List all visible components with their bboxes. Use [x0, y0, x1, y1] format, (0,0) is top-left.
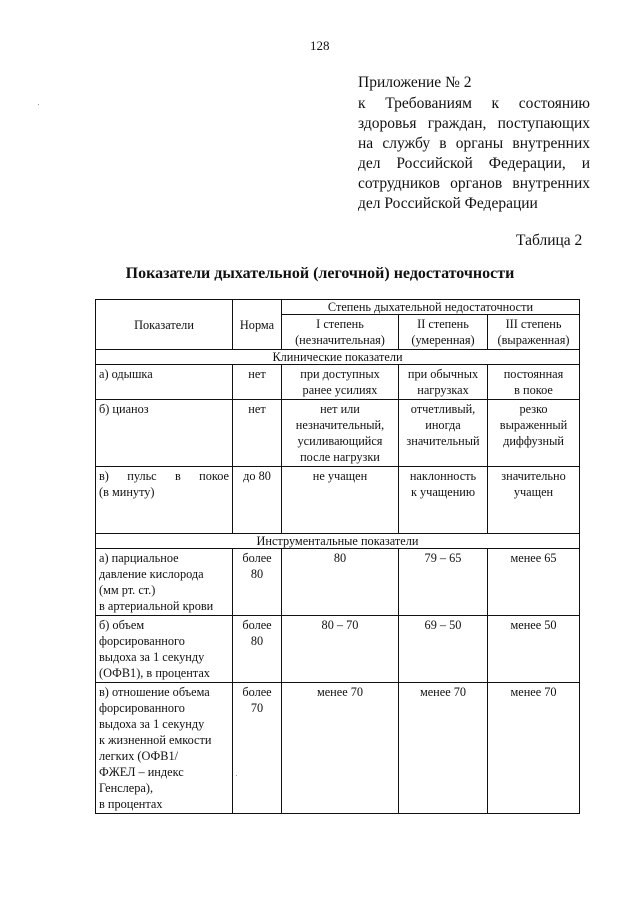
- indicator-line: к жизненной емкости: [99, 733, 212, 747]
- degree-cell-line: не учащен: [312, 469, 368, 483]
- degree-cell-line: 79 – 65: [424, 551, 462, 565]
- degree-2-cell: [399, 549, 488, 616]
- section-title: Клинические показатели: [96, 350, 580, 365]
- indicator-line: (мм рт. ст.): [99, 583, 156, 597]
- indicator-cell: [96, 616, 233, 683]
- section-row: [96, 350, 580, 365]
- degree-1-cell: [282, 683, 399, 814]
- degree-cell-line: менее 70: [510, 685, 557, 699]
- degree-cell-line: нагрузках: [417, 383, 469, 397]
- degree-3-cell: [488, 365, 580, 400]
- indicator-line: в артериальной крови: [99, 599, 214, 613]
- degree-3-cell: [488, 549, 580, 616]
- degree-3-cell: [488, 400, 580, 467]
- header-indicator: Показатели: [96, 300, 233, 350]
- degree-cell-line: значительно: [501, 469, 566, 483]
- degree-3-cell: [488, 467, 580, 534]
- header-degree-group: Степень дыхательной недостаточности: [282, 300, 580, 315]
- indicator-line: (в минуту): [99, 485, 155, 499]
- degree-cell-line: после нагрузки: [300, 450, 380, 464]
- section-title: Инструментальные показатели: [96, 534, 580, 549]
- table-label: Таблица 2: [516, 232, 583, 249]
- header-degree-3: [488, 315, 580, 350]
- degree-cell-line: значительный: [406, 434, 480, 448]
- indicator-line: б) объем: [99, 618, 145, 632]
- indicator-line: (ОФВ1), в процентах: [99, 666, 210, 680]
- indicator-line: легких (ОФВ1/: [99, 749, 179, 763]
- degree-3-desc: (выраженная): [497, 333, 570, 347]
- degree-cell-line: резко: [519, 402, 548, 416]
- norm-cell: более 80: [233, 549, 282, 616]
- degree-cell-line: менее 70: [419, 685, 467, 699]
- indicator-line: ФЖЕЛ – индекс: [99, 765, 184, 779]
- table-body: [96, 350, 580, 814]
- degree-1-cell: [282, 365, 399, 400]
- degree-cell-line: при обычных: [407, 367, 479, 381]
- indicator-line: Генслера),: [99, 781, 154, 795]
- degree-cell-line: менее 70: [316, 685, 364, 699]
- appendix-title: Приложение № 2: [358, 74, 472, 91]
- degree-2-name: II степень: [417, 317, 469, 331]
- indicator-line: а) одышка: [99, 367, 153, 381]
- scan-speck: [236, 775, 237, 776]
- degree-cell-line: ранее усилиях: [302, 383, 378, 397]
- indicator-line: в) отношение объема: [99, 685, 210, 699]
- degree-3-cell: [488, 616, 580, 683]
- header-norm: Норма: [233, 300, 282, 350]
- degree-cell-line: усиливающийся: [297, 434, 383, 448]
- degree-cell-line: выраженный: [499, 418, 568, 432]
- norm-cell: более 80: [233, 616, 282, 683]
- respiratory-table: [95, 299, 580, 814]
- table-row: [96, 616, 580, 683]
- degree-1-cell: [282, 616, 399, 683]
- header-degree-2: [399, 315, 488, 350]
- degree-cell-line: к учащению: [410, 485, 476, 499]
- norm-cell: до 80: [233, 467, 282, 534]
- degree-cell-line: незначительный,: [295, 418, 385, 432]
- degree-cell-line: диффузный: [503, 434, 564, 448]
- appendix-block: [358, 73, 590, 214]
- section-row: [96, 534, 580, 549]
- indicator-cell: [96, 365, 233, 400]
- indicator-line: в процентах: [99, 797, 163, 811]
- degree-2-cell: [399, 683, 488, 814]
- degree-cell-line: наклонность: [409, 469, 477, 483]
- page-number: 128: [310, 38, 330, 53]
- table-row: [96, 549, 580, 616]
- document-title: Показатели дыхательной (легочной) недостаточности: [125, 265, 515, 282]
- appendix-line: к Требованиям к состоянию: [358, 95, 590, 112]
- degree-cell-line: нет или: [320, 402, 360, 416]
- indicator-line: давление кислорода: [99, 567, 204, 581]
- degree-cell-line: иногда: [425, 418, 461, 432]
- norm-cell: более 70: [233, 683, 282, 814]
- indicator-line: форсированного: [99, 701, 185, 715]
- indicator-cell: [96, 683, 233, 814]
- degree-3-cell: [488, 683, 580, 814]
- degree-2-cell: [399, 616, 488, 683]
- indicator-line: выдоха за 1 секунду: [99, 650, 205, 664]
- degree-cell-line: при доступных: [300, 367, 380, 381]
- table-row: [96, 365, 580, 400]
- appendix-line: сотрудников органов внутренних: [358, 175, 590, 192]
- indicator-line: а) парциальное: [99, 551, 179, 565]
- degree-cell-line: 69 – 50: [424, 618, 462, 632]
- degree-2-cell: [399, 467, 488, 534]
- degree-cell-line: 80 – 70: [321, 618, 359, 632]
- norm-cell: нет: [233, 400, 282, 467]
- degree-2-cell: [399, 400, 488, 467]
- indicator-line: в) пульс в покое: [99, 469, 229, 483]
- indicator-line: б) цианоз: [99, 402, 149, 416]
- degree-2-cell: [399, 365, 488, 400]
- degree-1-desc: (незначительная): [295, 333, 385, 347]
- norm-cell: нет: [233, 365, 282, 400]
- degree-cell-line: менее 50: [510, 618, 557, 632]
- appendix-line: на службу в органы внутренних: [358, 135, 590, 152]
- indicator-cell: [96, 549, 233, 616]
- appendix-line: здоровья граждан, поступающих: [358, 115, 590, 132]
- degree-cell-line: постоянная: [503, 367, 564, 381]
- degree-cell-line: в покое: [514, 383, 553, 397]
- degree-3-name: III степень: [505, 317, 562, 331]
- scan-speck: [38, 104, 39, 105]
- degree-1-cell: [282, 549, 399, 616]
- degree-1-cell: [282, 400, 399, 467]
- header-degree-1: [282, 315, 399, 350]
- degree-cell-line: менее 65: [510, 551, 557, 565]
- degree-cell-line: 80: [333, 551, 347, 565]
- indicator-line: форсированного: [99, 634, 185, 648]
- appendix-line: дел Российской Федерации, и: [358, 155, 590, 172]
- degree-1-name: I степень: [316, 317, 364, 331]
- degree-1-cell: [282, 467, 399, 534]
- table-row: [96, 400, 580, 467]
- degree-cell-line: учащен: [513, 485, 554, 499]
- appendix-line: дел Российской Федерации: [358, 195, 538, 212]
- table-row: [96, 467, 580, 534]
- indicator-line: выдоха за 1 секунду: [99, 717, 205, 731]
- table-row: [96, 683, 580, 814]
- degree-2-desc: (умеренная): [411, 333, 475, 347]
- indicator-cell: [96, 400, 233, 467]
- indicator-cell: [96, 467, 233, 534]
- degree-cell-line: отчетливый,: [410, 402, 476, 416]
